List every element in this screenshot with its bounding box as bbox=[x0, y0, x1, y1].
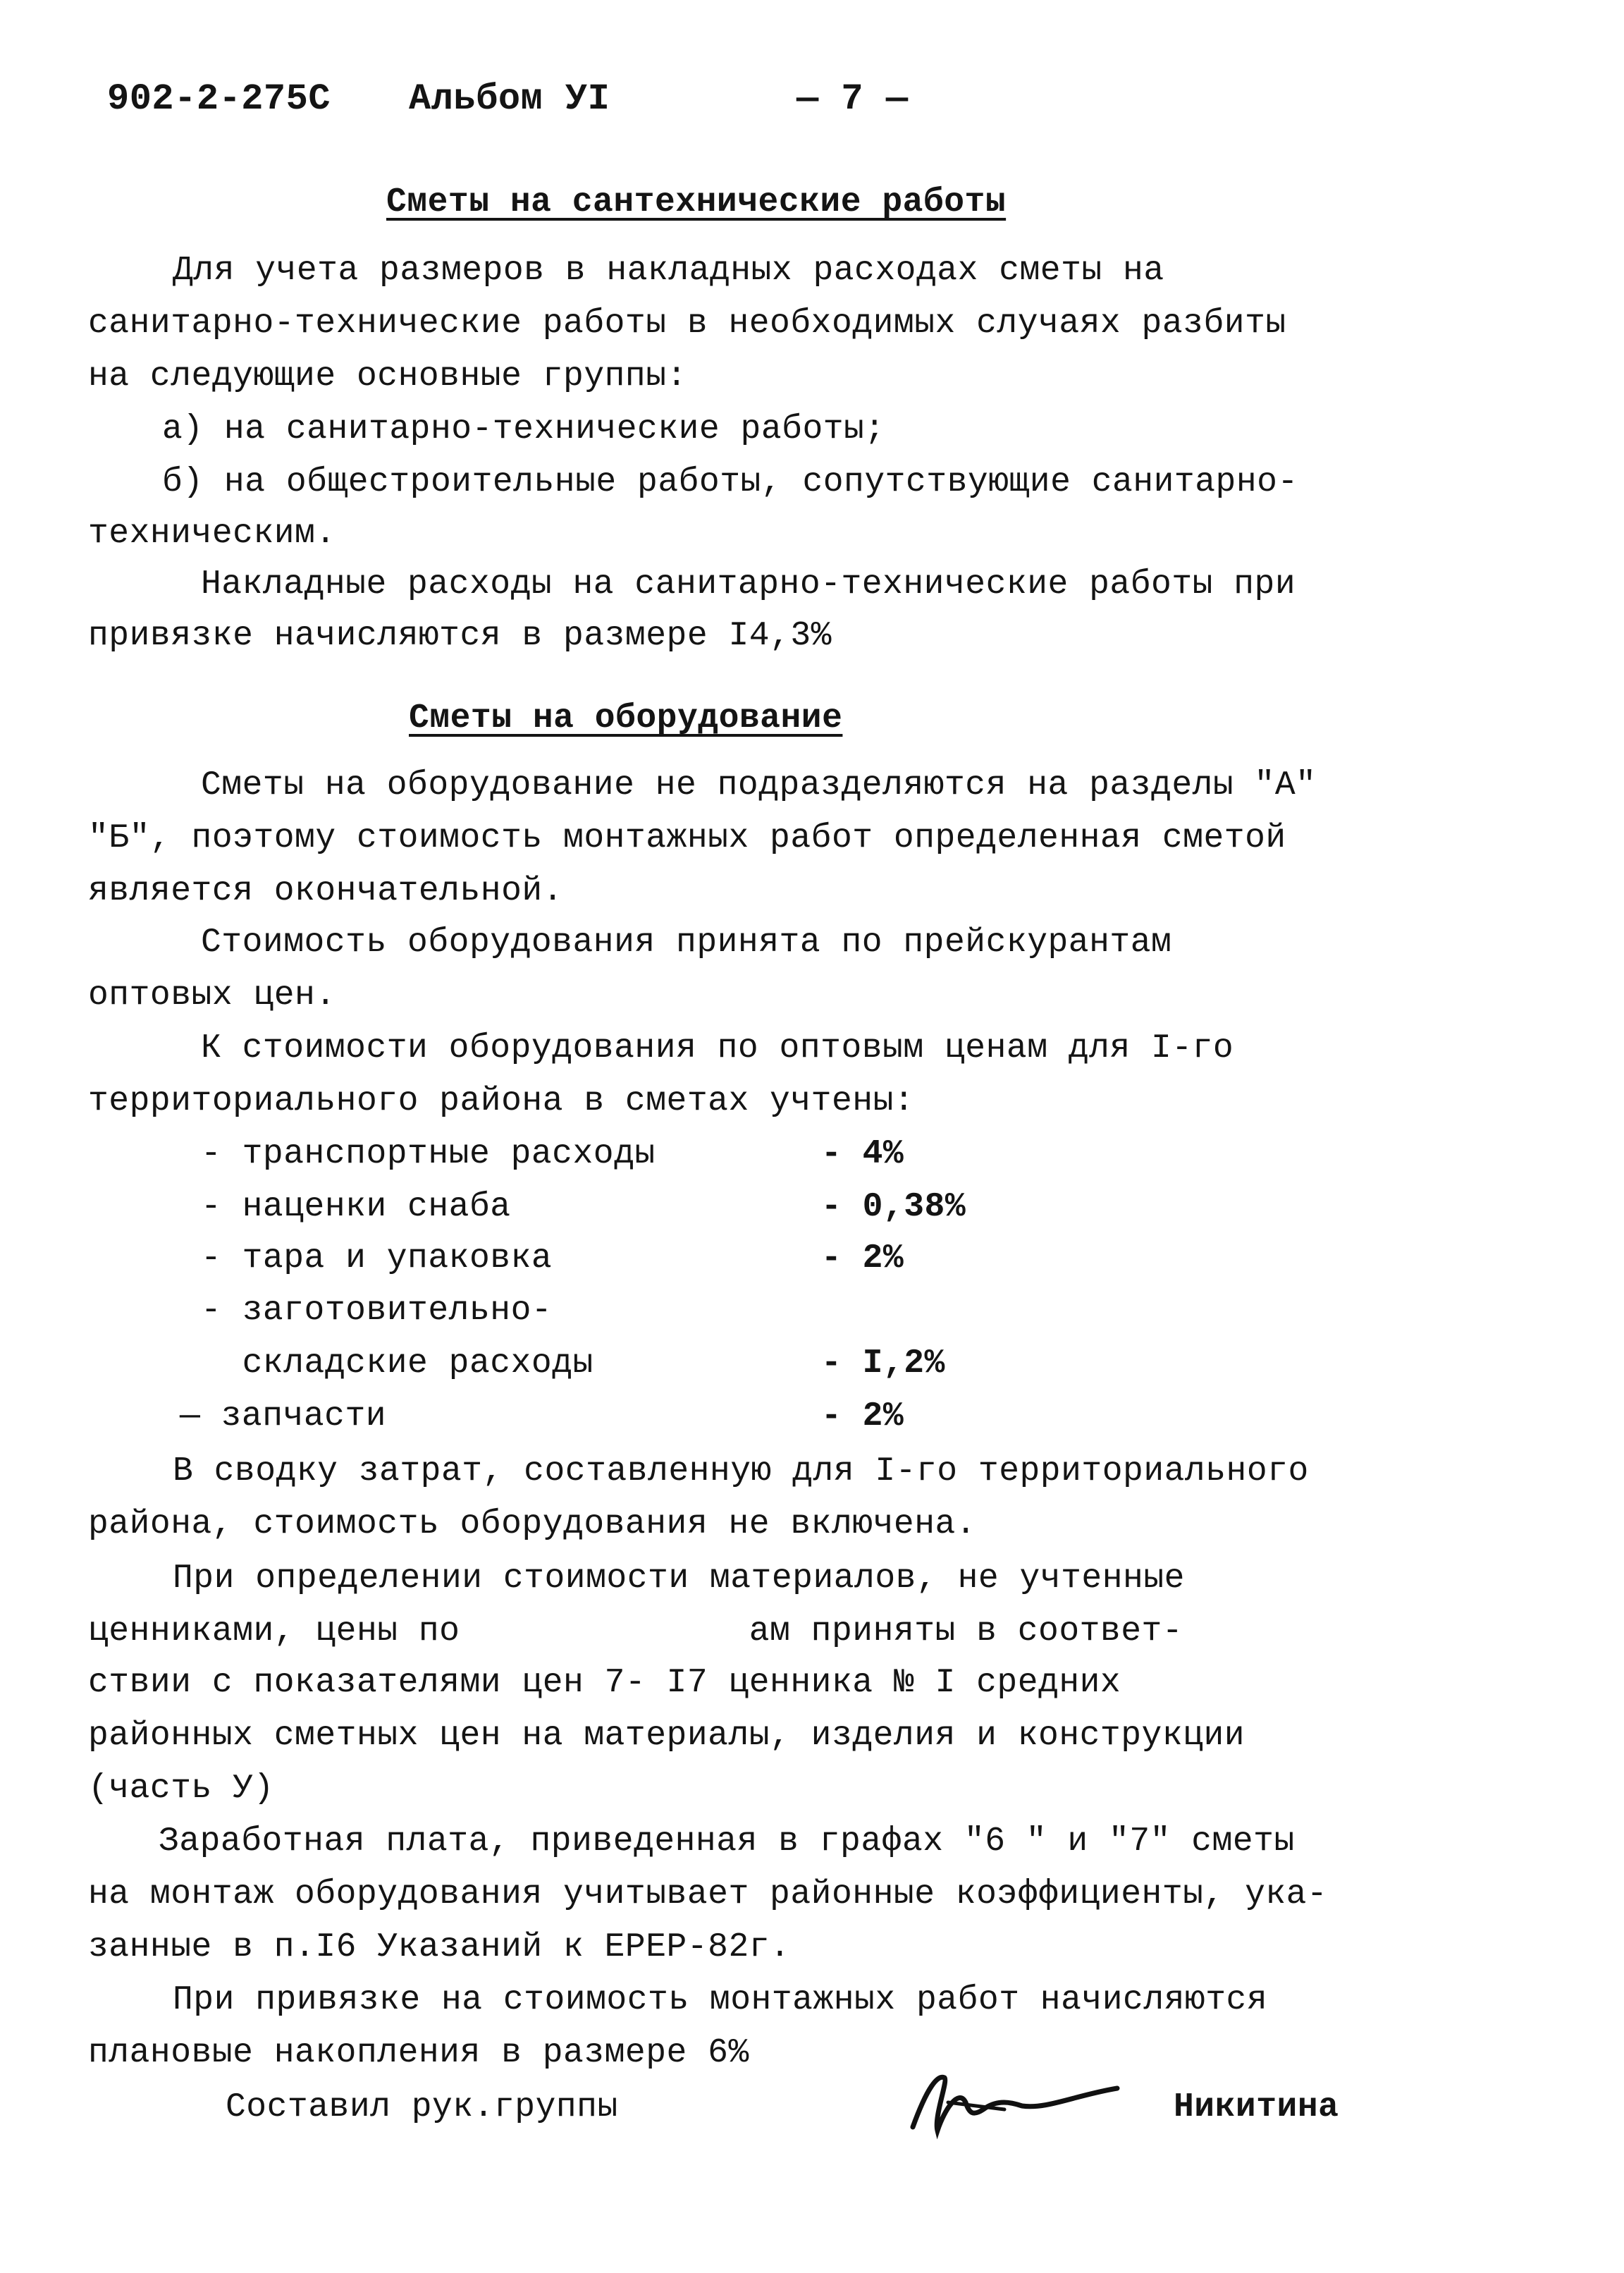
text-line: привязке начисляются в размере I4,3% bbox=[88, 617, 832, 655]
charge-value: - 2% bbox=[821, 1397, 904, 1435]
charge-value: - 2% bbox=[821, 1239, 904, 1278]
text-line: Накладные расходы на санитарно-технические работы при bbox=[201, 565, 1296, 604]
album-label: Альбом УI bbox=[409, 78, 610, 120]
compiled-by-label: Составил рук.группы bbox=[226, 2088, 618, 2126]
text-line: занные в п.I6 Указаний к ЕРЕР-82г. bbox=[88, 1928, 791, 1966]
page-number: — 7 — bbox=[796, 78, 909, 120]
text-line: К стоимости оборудования по оптовым ценам для I-го bbox=[201, 1029, 1234, 1067]
signature-icon bbox=[906, 2060, 1124, 2145]
text-line: Заработная плата, приведенная в графах "6 " и "7" сметы bbox=[159, 1822, 1295, 1861]
document-code: 902-2-275С bbox=[107, 78, 331, 120]
charge-label: - транспортные расходы bbox=[201, 1135, 656, 1173]
section-heading-sanitary: Сметы на сантехнические работы bbox=[386, 183, 1007, 221]
text-line: ствии с показателями цен 7- I7 ценника № I средних bbox=[88, 1664, 1121, 1702]
text-line: При определении стоимости материалов, не учтенные bbox=[173, 1560, 1185, 1598]
charge-value: - 0,38% bbox=[821, 1188, 966, 1226]
charge-value: - I,2% bbox=[821, 1344, 945, 1383]
text-line: Сметы на оборудование не подразделяются на разделы "А" bbox=[201, 766, 1317, 804]
text-line: района, стоимость оборудования не включена. bbox=[88, 1505, 977, 1543]
list-item: б) на общестроительные работы, сопутствующие санитарно- bbox=[162, 463, 1298, 501]
author-name: Никитина bbox=[1174, 2088, 1339, 2126]
text-line: В сводку затрат, составленную для I-го территориального bbox=[173, 1452, 1309, 1490]
text-line: ценниками, цены по ам приняты в соответ- bbox=[88, 1612, 1183, 1650]
charge-label: — запчасти bbox=[180, 1397, 387, 1435]
text-line: При привязке на стоимость монтажных работ начисляются bbox=[173, 1981, 1268, 2019]
text-line: является окончательной. bbox=[88, 872, 564, 910]
charge-label: - наценки снаба bbox=[201, 1188, 511, 1226]
text-line: районных сметных цен на материалы, изделия и конструкции bbox=[88, 1717, 1245, 1755]
text-line: Стоимость оборудования принята по прейскурантам bbox=[201, 924, 1172, 962]
text-line: "Б", поэтому стоимость монтажных работ определенная сметой bbox=[88, 819, 1286, 857]
text-line: оптовых цен. bbox=[88, 976, 336, 1015]
list-item: а) на санитарно-технические работы; bbox=[162, 410, 885, 448]
text-line: Для учета размеров в накладных расходах сметы на bbox=[173, 252, 1164, 290]
charge-label: - заготовительно- bbox=[201, 1292, 553, 1330]
charge-label: складские расходы bbox=[201, 1344, 593, 1383]
text-line: плановые накопления в размере 6% bbox=[88, 2034, 749, 2072]
charge-value: - 4% bbox=[821, 1135, 904, 1173]
charge-label: - тара и упаковка bbox=[201, 1239, 553, 1278]
text-line: (часть У) bbox=[88, 1770, 274, 1808]
section-heading-equipment: Сметы на оборудование bbox=[409, 699, 843, 737]
text-line: техническим. bbox=[88, 515, 336, 553]
text-line: санитарно-технические работы в необходимых случаях разбиты bbox=[88, 305, 1286, 343]
text-line: на монтаж оборудования учитывает районные коэффициенты, ука- bbox=[88, 1875, 1328, 1913]
text-line: на следующие основные группы: bbox=[88, 357, 687, 396]
text-line: территориального района в сметах учтены: bbox=[88, 1082, 915, 1120]
